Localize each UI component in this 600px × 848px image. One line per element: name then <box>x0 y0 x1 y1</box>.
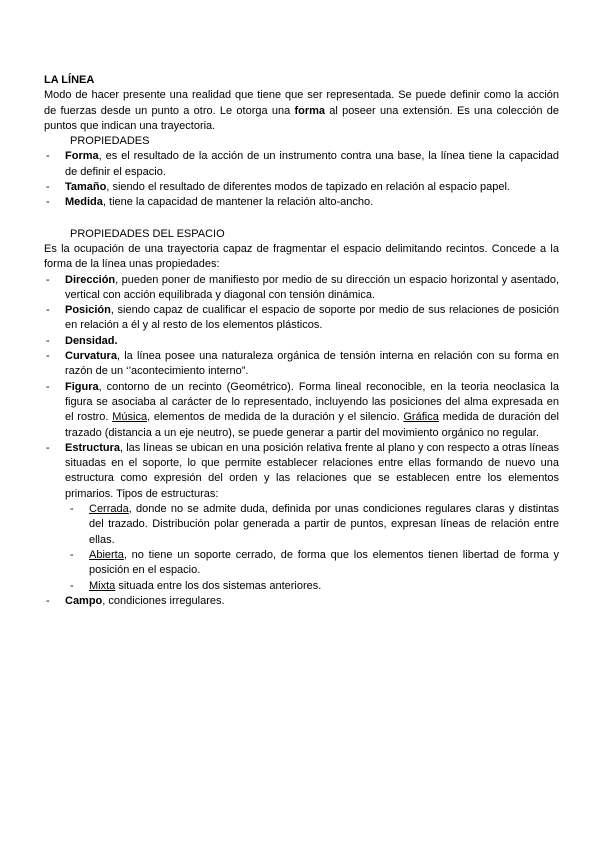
bullet-dash: - <box>70 548 74 561</box>
desc-campo: , condiciones irregulares. <box>102 594 225 607</box>
espacio-heading: PROPIEDADES DEL ESPACIO <box>70 227 225 240</box>
bullet-dash: - <box>46 350 50 363</box>
desc-abierta: , no tiene un soporte cerrado, de forma que los elementos tienen libertad de forma y posición en el espacio. <box>89 548 559 577</box>
term-musica: Música <box>112 411 148 424</box>
intro-text-b: al poseer una extensión. Es una colección de puntos que indican una trayectoria. <box>44 104 559 132</box>
propiedades-heading: PROPIEDADES <box>70 135 150 148</box>
bullet-dash: - <box>46 304 50 317</box>
list-item-posicion <box>44 303 559 334</box>
desc-mixta: situada entre los dos sistemas anteriores. <box>115 579 322 592</box>
list-item-forma <box>44 149 559 180</box>
list-item-figura <box>44 380 559 441</box>
term-direccion: Dirección <box>65 273 116 286</box>
desc-figura-c: medida de duración del trazado (distancia a un eje neutro), se puede generar a partir del movimiento orgánico no regular. <box>65 411 559 439</box>
document-page <box>44 73 559 609</box>
desc-cerrada: , donde no se admite duda, definida por unas condiciones regulares claras y distintas del trazado. Distribución polar generada a partir de puntos, expresan líneas de relación entre ellas. <box>89 503 559 546</box>
list-item-campo <box>44 594 559 609</box>
term-campo: Campo <box>65 594 103 607</box>
desc-posicion: , siendo capaz de cualificar el espacio de soporte por medio de sus relaciones de posición en relación a él y al resto de los elementos plásticos. <box>65 304 559 332</box>
document-title: LA LÍNEA <box>44 74 95 86</box>
term-densidad: Densidad. <box>65 334 118 347</box>
list-item-tamano <box>44 180 559 195</box>
list-item-curvatura <box>44 349 559 380</box>
list-item-direccion <box>44 273 559 304</box>
term-cerrada: Cerrada <box>89 503 129 516</box>
list-item-medida <box>44 195 559 210</box>
desc-direccion: , pueden poner de manifiesto por medio de su dirección un espacio horizontal y asentado, vertical con acción equilibrada y diagonal con tensión dinámica. <box>65 273 559 301</box>
desc-forma: , es el resultado de la acción de un instrumento contra una base, la línea tiene la capacidad de definir el espacio. <box>65 150 559 178</box>
term-tamano: Tamaño <box>65 181 107 194</box>
desc-tamano: , siendo el resultado de diferentes modos de tapizado en relación al espacio papel. <box>106 181 510 194</box>
sublist-item-cerrada <box>44 502 559 548</box>
sublist-item-mixta <box>44 579 559 594</box>
desc-curvatura: , la línea posee una naturaleza orgánica de tensión interna en relación con su forma en razón de un ‘’acontecimiento interno”. <box>65 350 559 378</box>
sublist-item-abierta <box>44 548 559 579</box>
bullet-dash: - <box>46 441 50 454</box>
intro-text-a: Modo de hacer presente una realidad que tiene que ser representada. Se puede definir como la acción de fuerzas desde un punto a otro. Le otorga una <box>44 89 559 117</box>
bullet-dash: - <box>46 334 50 347</box>
desc-estructura: , las líneas se ubican en una posición relativa frente al plano y con respecto a otras líneas situadas en el soporte, lo que permite establecer relaciones entre ellas formando de nuevo una estructura como expresión del orden y las relaciones que se establecen entre los elementos primarios. Tipos de estructuras: <box>65 441 559 500</box>
bullet-dash: - <box>70 503 74 516</box>
term-mixta: Mixta <box>89 579 116 592</box>
term-figura: Figura <box>65 380 99 393</box>
term-abierta: Abierta <box>89 548 124 561</box>
term-estructura: Estructura <box>65 441 121 454</box>
intro-bold-forma: forma <box>294 104 326 117</box>
bullet-dash: - <box>46 273 50 286</box>
term-grafica: Gráfica <box>403 411 439 424</box>
term-curvatura: Curvatura <box>65 350 117 363</box>
bullet-dash: - <box>70 579 74 592</box>
bullet-dash: - <box>46 181 50 194</box>
term-posicion: Posición <box>65 304 111 317</box>
desc-medida: , tiene la capacidad de mantener la relación alto-ancho. <box>102 196 374 209</box>
term-forma: Forma <box>65 150 99 163</box>
intro-paragraph <box>44 88 559 134</box>
term-medida: Medida <box>65 196 103 209</box>
bullet-dash: - <box>46 150 50 163</box>
desc-figura-b: , elementos de medida de la duración y el silencio. <box>147 411 404 424</box>
desc-figura-a: , contorno de un recinto (Geométrico). Forma lineal reconocible, en la teoria neoclasica la figura se asociaba al carácter de lo representado, incluyendo las posiciones del alma expresada en el rostro. <box>65 380 559 424</box>
bullet-dash: - <box>46 196 50 209</box>
espacio-intro: Es la ocupación de una trayectoria capaz de fragmentar el espacio delimitando recintos. Concede a la forma de la línea unas propiedades: <box>44 242 559 271</box>
bullet-dash: - <box>46 380 50 393</box>
list-item-estructura <box>44 441 559 502</box>
list-item-densidad <box>44 334 559 349</box>
bullet-dash: - <box>46 594 50 607</box>
